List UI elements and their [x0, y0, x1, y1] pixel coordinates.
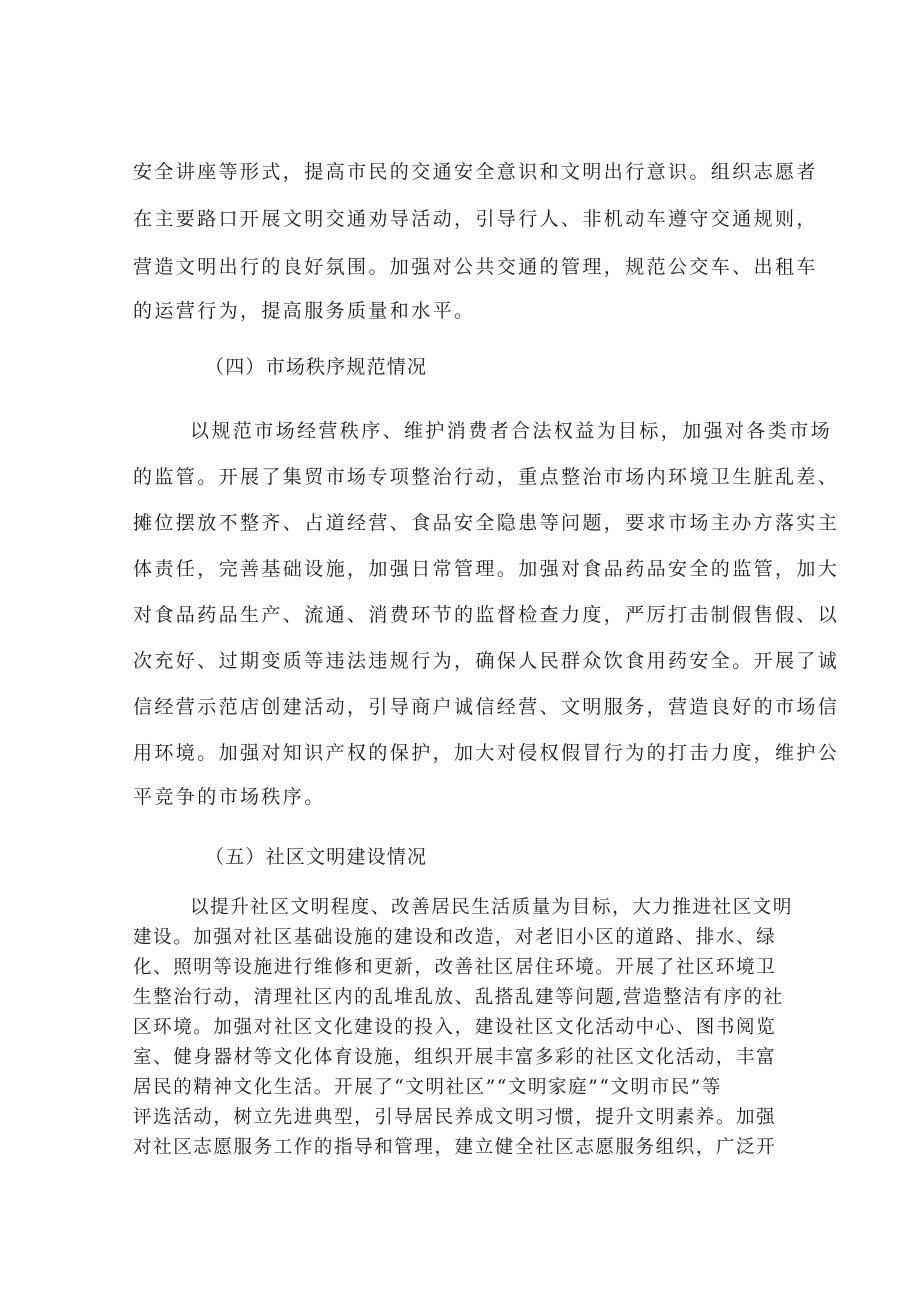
text-line: 生整治行动，清理社区内的乱堆乱放、乱搭乱建等问题,营造整洁有序的社 — [133, 987, 784, 1008]
text-line: 的监管。开展了集贸市场专项整治行动，重点整治市场内环境卫生脏乱差、 — [133, 466, 840, 488]
text-line: 评选活动，树立先进典型，引导居民养成文明习惯，提升文明素养。加强 — [133, 1107, 777, 1128]
text-line: 室、健身器材等文化体育设施，组织开展丰富多彩的社区文化活动，丰富 — [133, 1047, 777, 1068]
text-line: 居民的精神文化生活。开展了“文明社区”“文明家庭”“文明市民”等 — [133, 1077, 722, 1098]
text-line: 以规范市场经营秩序、维护消费者合法权益为目标，加强对各类市场 — [190, 420, 833, 442]
text-line: 化、照明等设施进行维修和更新，改善社区居住环境。开展了社区环境卫 — [133, 957, 777, 978]
text-line: 对社区志愿服务工作的指导和管理，建立健全社区志愿服务组织，广泛开 — [133, 1137, 777, 1158]
text-line: 信经营示范店创建活动，引导商户诚信经营、文明服务，营造良好的市场信 — [133, 696, 840, 718]
text-line: 平竞争的市场秩序。 — [133, 786, 326, 808]
text-line: 以提升社区文明程度、改善居民生活质量为目标，大力推进社区文明 — [190, 897, 794, 918]
text-line: 对食品药品生产、流通、消费环节的监督检查力度，严厉打击制假售假、以 — [133, 604, 840, 626]
text-line: 安全讲座等形式，提高市民的交通安全意识和文明出行意识。组织志愿者 — [133, 161, 818, 183]
text-line: 次充好、过期变质等违法违规行为，确保人民群众饮食用药安全。开展了诚 — [133, 650, 840, 672]
section-heading-community: （五）社区文明建设情况 — [205, 846, 428, 868]
text-line: 摊位摆放不整齐、占道经营、食品安全隐患等问题，要求市场主办方落实主 — [133, 512, 840, 534]
text-line: 用环境。加强对知识产权的保护，加大对侵权假冒行为的打击力度，维护公 — [133, 742, 840, 764]
text-line: 的运营行为，提高服务质量和水平。 — [133, 300, 476, 322]
text-line: 在主要路口开展文明交通劝导活动，引导行人、非机动车遵守交通规则， — [133, 208, 818, 230]
text-line: 建设。加强对社区基础设施的建设和改造，对老旧小区的道路、排水、绿 — [133, 927, 777, 948]
text-line: 体责任，完善基础设施，加强日常管理。加强对食品药品安全的监管，加大 — [133, 558, 840, 580]
section-heading-market-order: （四）市场秩序规范情况 — [205, 356, 428, 378]
text-line: 营造文明出行的良好氛围。加强对公共交通的管理，规范公交车、出租车 — [133, 256, 818, 278]
text-line: 区环境。加强对社区文化建设的投入，建设社区文化活动中心、图书阅览 — [133, 1017, 777, 1038]
